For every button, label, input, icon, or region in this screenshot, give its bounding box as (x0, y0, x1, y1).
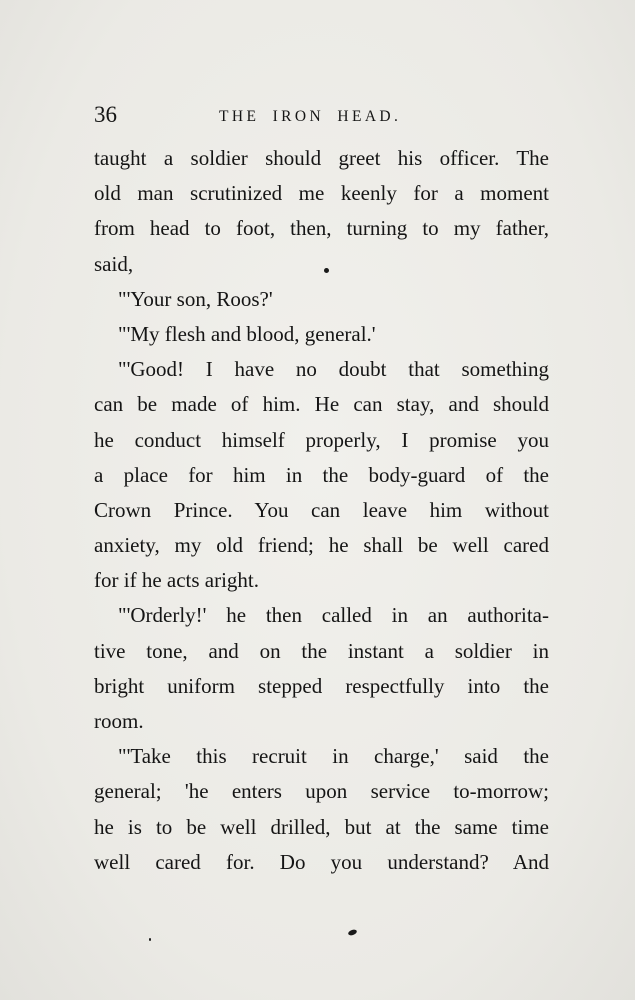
text-line: taught a soldier should greet his officer. The (94, 146, 549, 170)
page-number: 36 (94, 102, 117, 127)
text-line: "'Your son, Roos?' (118, 286, 273, 311)
running-title: THE IRON HEAD. (219, 108, 402, 125)
text-line: "'Good! I have no doubt that something (118, 357, 549, 382)
text-line: general; 'he enters upon service to-morrow; (94, 779, 549, 804)
text-line: room. (94, 709, 144, 733)
text-line: old man scrutinized me keenly for a moment (94, 181, 549, 206)
ink-speck (149, 938, 151, 941)
text-line: from head to foot, then, turning to my father, (94, 216, 549, 241)
text-line: "'Orderly!' he then called in an authorita- (118, 603, 549, 628)
body-text (94, 141, 549, 880)
text-line: anxiety, my old friend; he shall be well cared (94, 533, 549, 558)
ink-speck (324, 268, 329, 273)
text-line: tive tone, and on the instant a soldier in (94, 638, 549, 663)
text-line: he is to be well drilled, but at the same time (94, 814, 549, 839)
text-line: a place for him in the body-guard of the (94, 462, 549, 487)
text-line: Crown Prince. You can leave him without (94, 497, 549, 522)
text-line: for if he acts aright. (94, 568, 260, 593)
text-line: "'My flesh and blood, general.' (118, 321, 376, 346)
text-line: well cared for. Do you understand? And (94, 849, 549, 874)
text-line: said, (94, 251, 134, 276)
text-line: he conduct himself properly, I promise you (94, 427, 549, 452)
page-header (0, 100, 635, 130)
ink-speck (347, 929, 357, 937)
text-line: "'Take this recruit in charge,' said the (118, 744, 549, 769)
text-line: can be made of him. He can stay, and should (94, 392, 549, 417)
text-line: bright uniform stepped respectfully into the (94, 673, 549, 698)
